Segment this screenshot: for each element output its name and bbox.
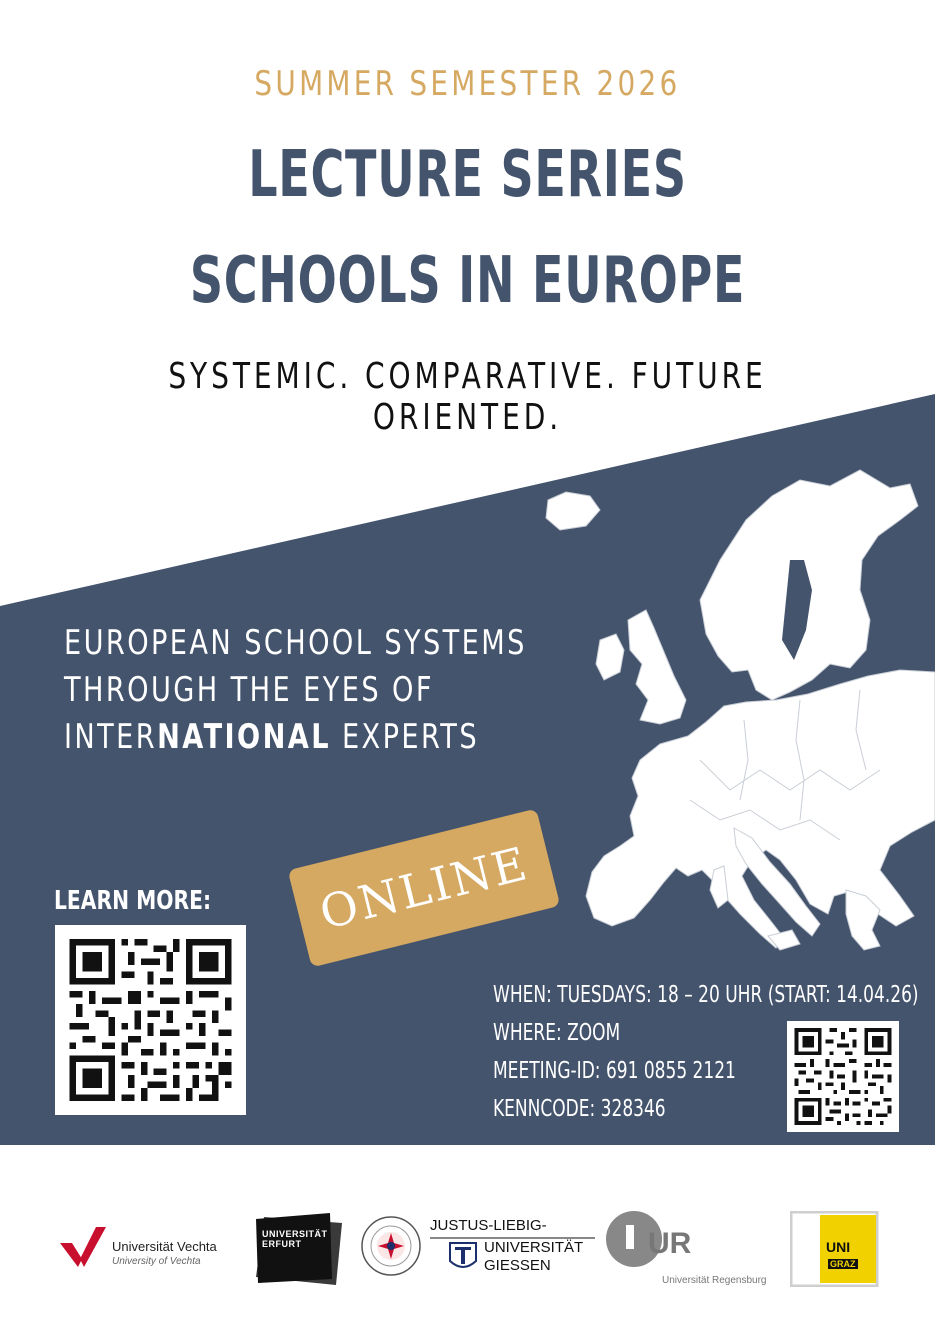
intro-line-3-bold: NATIONAL	[157, 717, 331, 757]
learn-more-qr-code-icon[interactable]	[55, 925, 246, 1115]
page-title-line-2: SCHOOLS IN EUROPE	[189, 244, 746, 318]
university-seal-logo	[360, 1215, 422, 1277]
erfurt-name	[262, 1229, 328, 1249]
vechta-subtitle: University of Vechta	[112, 1256, 201, 1267]
erfurt-line-2: ERFURT	[262, 1239, 302, 1249]
page-title-line-1: LECTURE SERIES	[248, 138, 687, 212]
online-badge-label: ONLINE	[314, 836, 534, 940]
event-meeting-id: MEETING-ID: 691 0855 2121	[493, 1058, 736, 1084]
qr-code-icon	[794, 1028, 892, 1125]
regensburg-name: Universität Regensburg	[662, 1275, 767, 1286]
erfurt-mark-icon	[256, 1213, 342, 1285]
event-where: WHERE: ZOOM	[493, 1020, 621, 1046]
vechta-logo	[58, 1223, 238, 1273]
svg-text:UR: UR	[648, 1227, 692, 1260]
graz-line-1: UNI	[826, 1239, 851, 1255]
zoom-qr-code-icon[interactable]	[787, 1021, 899, 1132]
regensburg-mark-icon	[604, 1207, 784, 1273]
seal-icon	[360, 1215, 422, 1277]
intro-line-1: EUROPEAN SCHOOL SYSTEMS	[64, 623, 527, 663]
vechta-name: Universität Vechta	[112, 1239, 217, 1254]
event-when: WHEN: TUESDAYS: 18 – 20 UHR (START: 14.04.26)	[493, 982, 919, 1008]
semester-label: SUMMER SEMESTER 2026	[254, 64, 681, 104]
learn-more-label: LEARN MORE:	[54, 886, 212, 916]
giessen-line-3: GIESSEN	[484, 1257, 551, 1274]
intro-line-2: THROUGH THE EYES OF	[64, 670, 434, 710]
event-kenncode: KENNCODE: 328346	[493, 1096, 666, 1122]
intro-text	[64, 620, 527, 761]
erfurt-logo	[256, 1213, 342, 1285]
graz-logo	[790, 1211, 880, 1287]
erfurt-line-1: UNIVERSITÄT	[262, 1229, 328, 1239]
giessen-logo	[430, 1217, 600, 1287]
giessen-line-1: JUSTUS-LIEBIG-	[430, 1217, 547, 1234]
tagline: SYSTEMIC. COMPARATIVE. FUTURE ORIENTED.	[168, 356, 767, 438]
vechta-mark-icon	[58, 1223, 108, 1273]
partner-logos	[0, 1145, 935, 1322]
qr-code-icon	[69, 939, 232, 1101]
intro-line-3	[64, 714, 479, 761]
regensburg-logo	[604, 1207, 784, 1293]
intro-line-3-post: EXPERTS	[330, 717, 479, 757]
giessen-line-2: UNIVERSITÄT	[484, 1239, 584, 1256]
intro-line-3-pre: INTER	[64, 717, 158, 757]
graz-line-2: GRAZ	[830, 1259, 856, 1269]
